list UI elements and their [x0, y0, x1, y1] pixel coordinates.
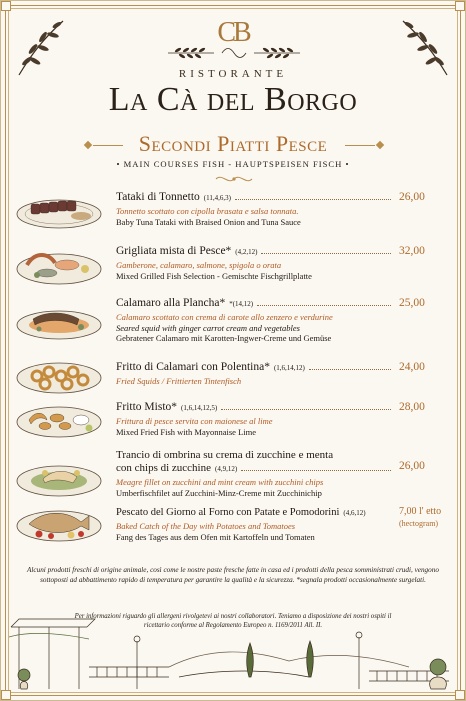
- dish-name: Tataki di Tonnetto: [116, 191, 200, 203]
- menu-item: [116, 449, 446, 498]
- dish-description-italian: Calamaro scottato con crema di carote allo zenzero e verdurine: [116, 312, 333, 322]
- dish-description-translations: Fried Squids / Frittierten Tintenfisch: [116, 376, 242, 386]
- dish-description-italian: Tonnetto scottato con cipolla brasata e salsa tonnata.: [116, 206, 299, 216]
- dish-name-line2: con chips di zucchine: [116, 462, 211, 474]
- dish-description-german: Gebratener Calamaro mit Karotten-Ingwer-Creme und Gemüse: [116, 333, 332, 343]
- dot-leader: [257, 305, 391, 306]
- dish-description-english: Seared squid with ginger carrot cream and vegetables: [116, 322, 300, 333]
- dish-allergens: (1,6,14,12): [273, 364, 305, 372]
- dot-leader: [235, 199, 391, 200]
- dish-price: 32,00: [399, 245, 425, 257]
- dish-description-italian: Baked Catch of the Day with Potatoes and Tomatoes: [116, 521, 296, 531]
- dish-description-italian: Gamberone, calamaro, salmone, spigola o orata: [116, 260, 282, 270]
- dot-leader: [309, 369, 391, 370]
- dish-name: Trancio di ombrina su crema di zucchine e menta: [116, 449, 334, 461]
- dot-leader: [221, 409, 391, 410]
- dish-allergens: (4,6,12): [343, 509, 366, 517]
- ombrina-fillet-plate-illustration: [15, 453, 103, 499]
- dish-allergens: (11,4,6,3): [203, 194, 231, 202]
- dish-description-english: Mixed Fried Fish with Mayonnaise Lime: [116, 426, 257, 437]
- dish-price: 7,00 l' etto: [399, 506, 442, 517]
- mixed-grill-plate-illustration: [15, 241, 103, 287]
- freshness-note: Alcuni prodotti freschi di origine animale, così come le nostre paste fresche fatte in casa ed i prodotti della pesca somministrati crudi, vengono sottoposti ad abbattimento rapido di temperatura per garantire la qualità e la sicurezza. *segnala prodotti occasionalmente surgelati.: [27, 566, 439, 584]
- fried-squid-plate-illustration: [15, 352, 103, 398]
- section-title: Secondi Piatti Pesce: [138, 131, 328, 156]
- dish-price: 25,00: [399, 297, 425, 309]
- dish-description-english: Mixed Grilled Fish Selection - Gemischte Fischgrillplatte: [116, 270, 312, 281]
- dish-price: 26,00: [399, 191, 425, 203]
- dish-allergens: (1,6,14,12,5): [181, 404, 218, 412]
- menu-item: [116, 297, 446, 344]
- dish-price: 24,00: [399, 361, 425, 373]
- dish-name: Pescato del Giorno al Forno con Patate e Pomodorini: [116, 507, 340, 518]
- dot-leader: [261, 253, 391, 254]
- swirl-ornament-icon: [214, 173, 254, 185]
- dish-name: Grigliata mista di Pesce*: [116, 245, 232, 257]
- dish-price: 26,00: [399, 460, 425, 472]
- menu-item: [116, 361, 446, 387]
- corner-ornament: [1, 1, 11, 11]
- menu-item: [116, 191, 446, 227]
- restaurant-name: La Cà del Borgo: [108, 81, 358, 118]
- tuna-tataki-plate-illustration: [15, 186, 103, 232]
- laurel-ornament-icon: [164, 43, 304, 63]
- allergen-note: Per informazioni riguardo gli allergeni rivolgetevi ai nostri collaboratori. Teniamo a disposizione dei nostri ospiti il ricettario conforme al Regolamento Europeo n. 1169/2011 All. II.: [74, 613, 392, 629]
- menu-item: [116, 245, 446, 281]
- dish-description-italian: Meagre fillet on zucchini and mint cream with zucchini chips: [116, 477, 324, 487]
- fritto-misto-plate-illustration: [15, 396, 103, 442]
- menu-item: [116, 401, 446, 437]
- catch-of-day-plate-illustration: [15, 498, 103, 544]
- calamaro-plancha-plate-illustration: [15, 297, 103, 343]
- dish-name: Calamaro alla Plancha*: [116, 297, 226, 309]
- dish-allergens: *(14,12): [229, 300, 254, 308]
- dish-name: Fritto Misto*: [116, 401, 178, 413]
- restaurant-monogram: CB: [217, 17, 249, 48]
- dish-description-english: Baby Tuna Tataki with Braised Onion and Tuna Sauce: [116, 216, 301, 227]
- dish-name: Fritto di Calamari con Polentina*: [116, 361, 270, 373]
- dish-price: 28,00: [399, 401, 425, 413]
- dish-price-note: (hectogram): [399, 519, 439, 528]
- dish-allergens: (4,9,12): [215, 465, 238, 473]
- dish-description-english: Fang des Tages aus dem Ofen mit Kartoffeln und Tomaten: [116, 531, 315, 542]
- section-subtitle: • MAIN COURSES FISH - HAUPTSPEISEN FISCH •: [116, 159, 350, 169]
- dish-description-italian: Frittura di pesce servita con maionese al lime: [116, 416, 273, 426]
- dish-allergens: (4,2,12): [235, 248, 258, 256]
- dot-leader: [241, 470, 391, 471]
- menu-item: [116, 506, 446, 542]
- restaurant-subtitle: RISTORANTE: [178, 68, 288, 80]
- dish-description-english: Umberfischfilet auf Zucchini-Minz-Creme mit Zucchinichip: [116, 487, 322, 498]
- corner-ornament: [455, 1, 465, 11]
